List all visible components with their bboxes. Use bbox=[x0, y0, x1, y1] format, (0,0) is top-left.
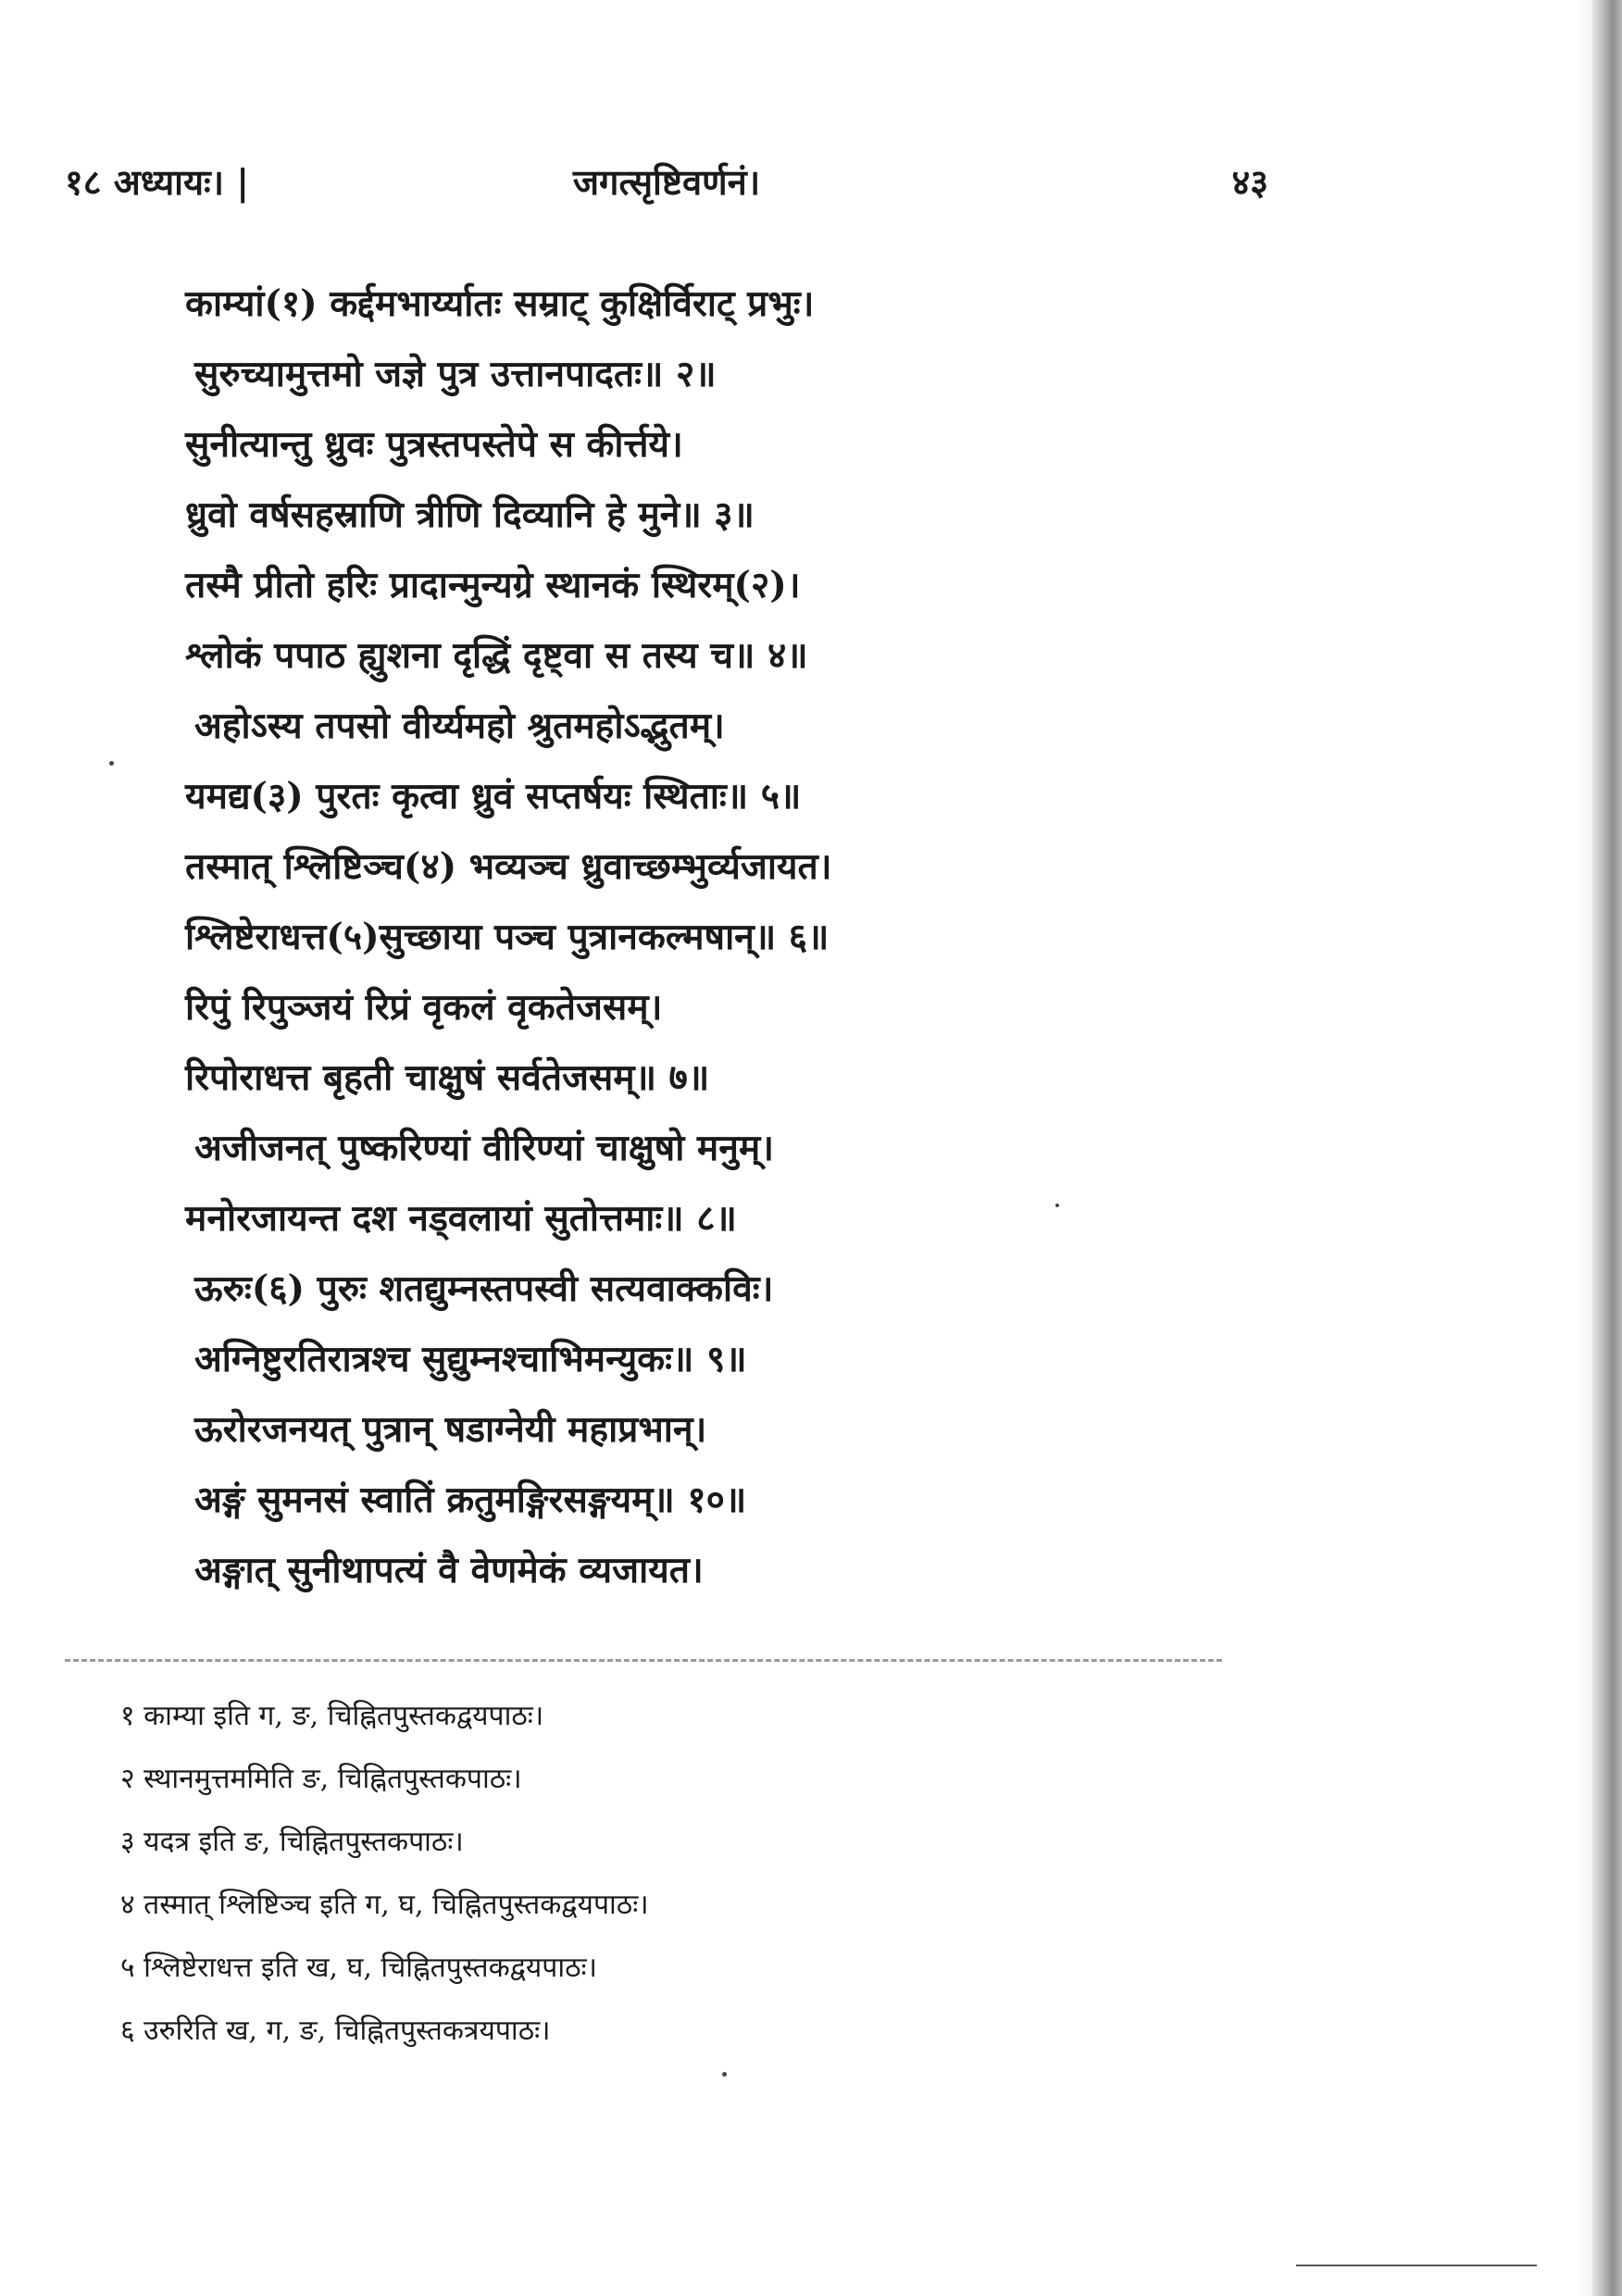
verse-line: तस्मै प्रीतो हरिः प्रादान्मुन्यग्रे स्थानकं स्थिरम्(२)। bbox=[185, 564, 801, 606]
scan-speck bbox=[722, 2072, 727, 2077]
verse-block bbox=[185, 268, 1111, 1605]
footnote: २ स्थानमुत्तममिति ङ, चिह्नितपुस्तकपाठः। bbox=[120, 1763, 522, 1795]
verse-line: रिपुं रिपुञ्जयं रिप्रं वृकलं वृकतेजसम्। bbox=[185, 986, 663, 1029]
verse-line: ऊरोरजनयत् पुत्रान् षडाग्नेयी महाप्रभान्। bbox=[194, 1408, 707, 1451]
footnote-divider bbox=[65, 1659, 1222, 1662]
verse-line: श्लोकं पपाठ ह्युशना दृद्धिं दृष्ट्वा स तस्य च॥ ४॥ bbox=[185, 634, 808, 677]
verse-line: अङ्गं सुमनसं स्वातिं क्रतुमङ्गिरसङ्गयम्॥ १०॥ bbox=[194, 1479, 747, 1521]
page-number: ४३ bbox=[1231, 161, 1268, 203]
scan-artifact-line bbox=[1296, 2265, 1537, 2266]
verse-line: ऊरुः(६) पुरुः शतद्युम्नस्तपस्वी सत्यवाक्कविः। bbox=[194, 1267, 774, 1310]
verse-line: मनोरजायन्त दश नड्वलायां सुतोत्तमाः॥ ८॥ bbox=[185, 1197, 737, 1240]
verse-line: तस्मात् श्लिष्टिञ्च(४) भव्यञ्च ध्रुवाच्छम्भुर्व्यजायत। bbox=[185, 845, 832, 888]
verse-line: यमद्य(३) पुरतः कृत्वा ध्रुवं सप्तर्षयः स्थिताः॥ ५॥ bbox=[185, 775, 802, 817]
verse-line: अहोऽस्य तपसो वीर्य्यमहो श्रुतमहोऽद्भुतम्। bbox=[194, 705, 725, 747]
footnote: ४ तस्मात् श्लिष्टिञ्च इति ग, घ, चिह्नितपुस्तकद्वयपाठः। bbox=[120, 1889, 649, 1921]
verse-line: अजीजनत् पुष्करिण्यां वीरिण्यां चाक्षुषो मनुम्। bbox=[194, 1127, 774, 1169]
binding-shadow bbox=[1576, 0, 1592, 2296]
footnote: १ काम्या इति ग, ङ, चिह्नितपुस्तकद्वयपाठः। bbox=[120, 1700, 544, 1732]
page-title: जगत्सृष्टिवर्णनं। bbox=[572, 161, 761, 203]
verse-line: श्लिष्टेराधत्त(५)सुच्छाया पञ्च पुत्रानकल्मषान्॥ ६॥ bbox=[185, 916, 830, 958]
running-header bbox=[65, 157, 1268, 213]
footnote: ६ उरुरिति ख, ग, ङ, चिह्नितपुस्तकत्रयपाठः। bbox=[120, 2015, 551, 2047]
footnote: ५ श्लिष्टेराधत्त इति ख, घ, चिह्नितपुस्तकद्वयपाठः। bbox=[120, 1952, 597, 1984]
scan-speck bbox=[109, 761, 114, 766]
verse-line: अङ्गात् सुनीथापत्यं वै वेणमेकं व्यजायत। bbox=[194, 1549, 704, 1591]
footnotes bbox=[120, 1685, 1139, 2063]
verse-line: ध्रुवो वर्षसहस्राणि त्रीणि दिव्यानि हे मुने॥ ३॥ bbox=[185, 493, 755, 536]
verse-line: सुरुच्यामुत्तमो जज्ञे पुत्र उत्तानपादतः॥ २॥ bbox=[194, 353, 717, 395]
scan-speck bbox=[1055, 1204, 1059, 1207]
verse-line: काम्यां(१) कर्द्दमभार्य्यातः सम्राट् कुक्षिर्विराट् प्रभुः। bbox=[185, 282, 815, 325]
chapter-label: १८ अध्यायः। | bbox=[65, 161, 250, 203]
footnote: ३ यदत्र इति ङ, चिह्नितपुस्तकपाठः। bbox=[120, 1826, 464, 1858]
binding-edge bbox=[1592, 0, 1622, 2296]
verse-line: रिपोराधत्त बृहती चाक्षुषं सर्वतेजसम्॥ ७॥ bbox=[185, 1056, 710, 1099]
verse-line: सुनीत्यान्तु ध्रुवः पुत्रस्तपस्तेपे स कीर्त्तये। bbox=[185, 423, 683, 466]
verse-line: अग्निष्टुरतिरात्रश्च सुद्युम्नश्चाभिमन्युकः॥ ९॥ bbox=[194, 1338, 747, 1380]
